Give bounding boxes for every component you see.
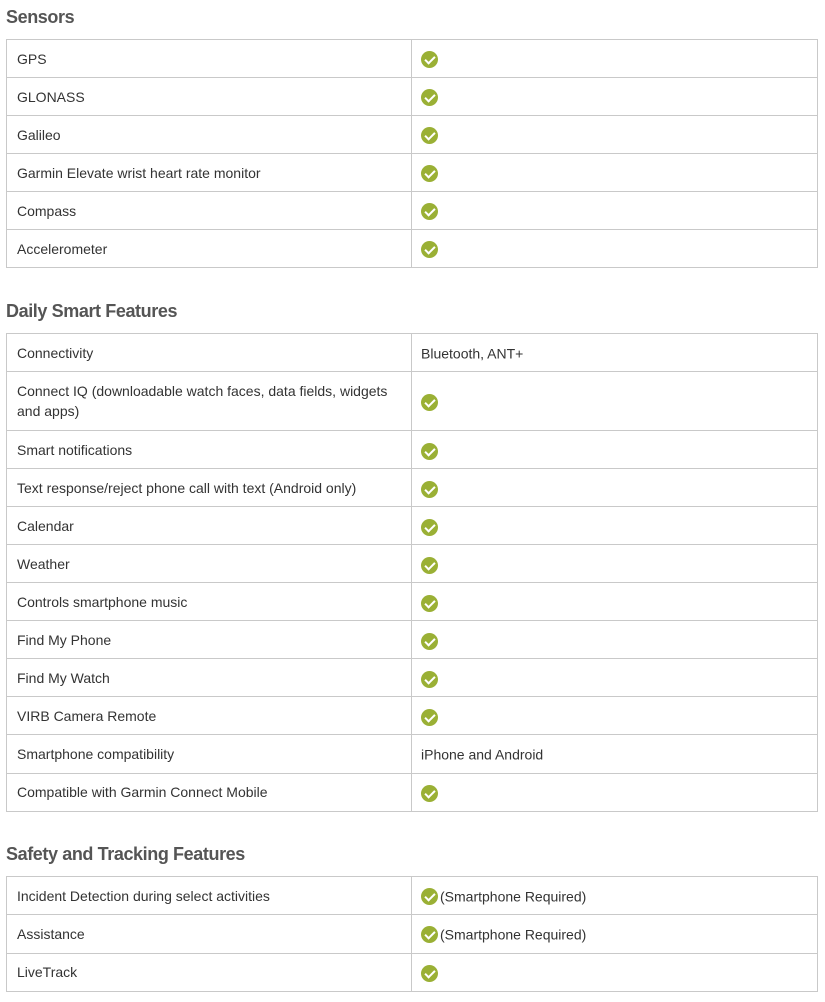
row-value	[412, 659, 818, 697]
check-circle-icon	[421, 671, 438, 688]
row-value	[412, 230, 818, 268]
check-circle-icon	[421, 51, 438, 68]
row-value	[412, 877, 818, 915]
row-value	[412, 953, 818, 991]
row-value	[412, 697, 818, 735]
row-value	[412, 78, 818, 116]
row-value	[412, 116, 818, 154]
check-circle-icon	[421, 241, 438, 258]
row-label: GPS	[7, 40, 412, 78]
row-label: Calendar	[7, 507, 412, 545]
row-label: Find My Phone	[7, 621, 412, 659]
row-value	[412, 154, 818, 192]
row-label: Connectivity	[7, 334, 412, 372]
row-label: Weather	[7, 545, 412, 583]
row-label: Connect IQ (downloadable watch faces, data fields, widgets and apps)	[7, 372, 412, 431]
table-row	[7, 78, 818, 116]
table-row	[7, 953, 818, 991]
table-row	[7, 659, 818, 697]
row-label: Compass	[7, 192, 412, 230]
table-row	[7, 192, 818, 230]
table-row	[7, 773, 818, 811]
table-row	[7, 40, 818, 78]
table-row	[7, 431, 818, 469]
row-value-text: (Smartphone Required)	[440, 888, 587, 905]
row-value	[412, 334, 818, 372]
table-row	[7, 334, 818, 372]
row-label: Compatible with Garmin Connect Mobile	[7, 773, 412, 811]
table-row	[7, 154, 818, 192]
row-label: Find My Watch	[7, 659, 412, 697]
table-row	[7, 583, 818, 621]
table-row	[7, 877, 818, 915]
check-circle-icon	[421, 785, 438, 802]
table-row	[7, 372, 818, 431]
row-value	[412, 583, 818, 621]
table-row	[7, 621, 818, 659]
section-title-sensors: Sensors	[6, 7, 75, 27]
table-row	[7, 545, 818, 583]
section-title-daily-smart-features: Daily Smart Features	[6, 301, 178, 321]
row-value	[412, 507, 818, 545]
table-row	[7, 116, 818, 154]
daily-smart-features-table	[6, 333, 818, 812]
table-row	[7, 915, 818, 953]
check-circle-icon	[421, 203, 438, 220]
row-value	[412, 431, 818, 469]
row-label: VIRB Camera Remote	[7, 697, 412, 735]
row-value	[412, 735, 818, 773]
section-title-safety-and-tracking: Safety and Tracking Features	[6, 844, 245, 864]
row-label: Controls smartphone music	[7, 583, 412, 621]
check-circle-icon	[421, 481, 438, 498]
row-label: LiveTrack	[7, 953, 412, 991]
row-label: Smartphone compatibility	[7, 735, 412, 773]
row-label: GLONASS	[7, 78, 412, 116]
row-value	[412, 192, 818, 230]
row-value	[412, 372, 818, 431]
table-row	[7, 469, 818, 507]
sensors-table	[6, 39, 818, 268]
row-value	[412, 773, 818, 811]
table-row	[7, 735, 818, 773]
check-circle-icon	[421, 888, 438, 905]
check-circle-icon	[421, 394, 438, 411]
row-value	[412, 40, 818, 78]
check-circle-icon	[421, 89, 438, 106]
table-row	[7, 697, 818, 735]
table-row	[7, 230, 818, 268]
check-circle-icon	[421, 165, 438, 182]
table-row	[7, 507, 818, 545]
row-label: Galileo	[7, 116, 412, 154]
check-circle-icon	[421, 965, 438, 982]
check-circle-icon	[421, 595, 438, 612]
check-circle-icon	[421, 519, 438, 536]
row-value	[412, 621, 818, 659]
check-circle-icon	[421, 557, 438, 574]
row-label: Smart notifications	[7, 431, 412, 469]
check-circle-icon	[421, 926, 438, 943]
check-circle-icon	[421, 633, 438, 650]
row-label: Garmin Elevate wrist heart rate monitor	[7, 154, 412, 192]
row-label: Accelerometer	[7, 230, 412, 268]
row-label: Text response/reject phone call with text (Android only)	[7, 469, 412, 507]
safety-and-tracking-table	[6, 876, 818, 992]
row-value-text: (Smartphone Required)	[440, 926, 587, 943]
row-value-text: iPhone and Android	[421, 746, 544, 763]
row-value	[412, 915, 818, 953]
row-label: Incident Detection during select activities	[7, 877, 412, 915]
check-circle-icon	[421, 127, 438, 144]
check-circle-icon	[421, 443, 438, 460]
row-value	[412, 545, 818, 583]
row-value	[412, 469, 818, 507]
row-value-text: Bluetooth, ANT+	[421, 345, 524, 362]
check-circle-icon	[421, 709, 438, 726]
row-label: Assistance	[7, 915, 412, 953]
